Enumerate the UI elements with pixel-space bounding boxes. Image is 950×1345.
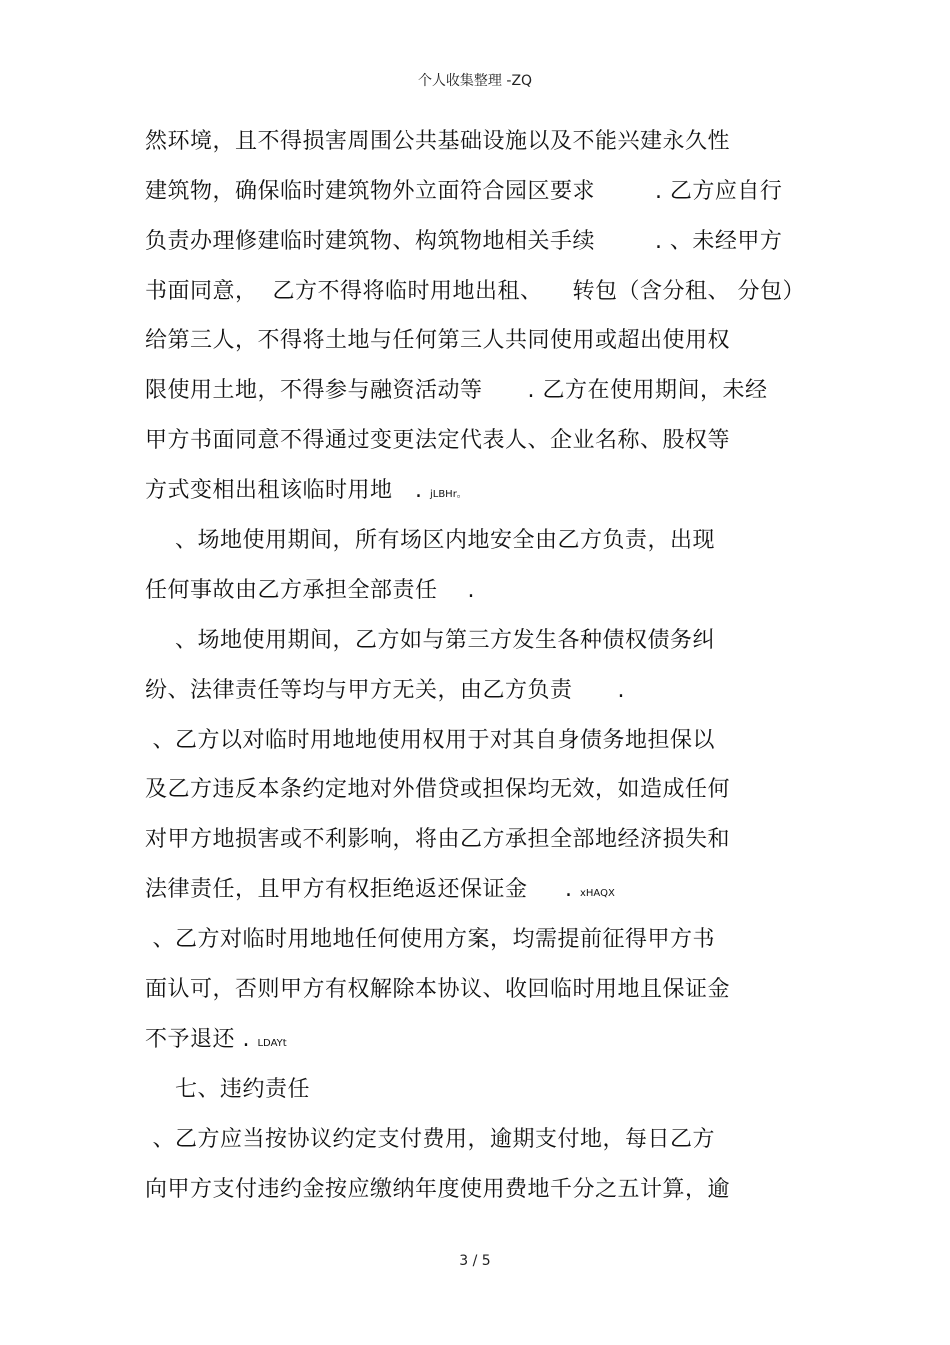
body-line-18: 面认可，否则甲方有权解除本协议、收回临时用地且保证金 <box>145 977 731 1002</box>
body-line-13: 、乙方以对临时用地地使用权用于对其自身债务地担保以 <box>145 728 715 753</box>
page-number: 3 / 5 <box>459 1253 491 1269</box>
page-header: 个人收集整理 -ZQ <box>417 73 533 89</box>
body-line-11: 、场地使用期间，乙方如与第三方发生各种债权债务纠 <box>145 628 715 653</box>
body-line-7: 甲方书面同意不得通过变更法定代表人、企业名称、股权等 <box>145 428 731 453</box>
body-line-12: 纷、法律责任等均与甲方无关，由乙方负责 . <box>145 678 625 703</box>
body-line-16-text: 法律责任，且甲方有权拒绝返还保证金 . <box>145 877 580 902</box>
body-line-8 <box>145 476 467 510</box>
body-line-21: 、乙方应当按协议约定支付费用，逾期支付地，每日乙方 <box>145 1127 715 1152</box>
body-line-1: 然环境，且不得损害周围公共基础设施以及不能兴建永久性 <box>145 129 731 154</box>
body-line-19 <box>145 1025 287 1059</box>
body-line-14: 及乙方违反本条约定地对外借贷或担保均无效，如造成任何 <box>145 777 731 802</box>
body-line-2: 建筑物，确保临时建筑物外立面符合园区要求 . 乙方应自行 <box>145 179 783 204</box>
body-line-22: 向甲方支付违约金按应缴纳年度使用费地千分之五计算，逾 <box>145 1177 731 1202</box>
ref-code: LDAYt <box>257 1038 287 1049</box>
body-line-6: 限使用土地，不得参与融资活动等 . 乙方在使用期间，未经 <box>145 378 768 403</box>
body-line-16 <box>145 875 615 909</box>
body-line-19-text: 不予退还 . <box>145 1027 258 1052</box>
body-line-5: 给第三人，不得将土地与任何第三人共同使用或超出使用权 <box>145 328 731 353</box>
ref-code: jLBHr。 <box>429 489 467 500</box>
body-line-4: 书面同意， 乙方不得将临时用地出租、 转包（含分租、 分包） <box>145 279 805 304</box>
body-line-17: 、乙方对临时用地地任何使用方案，均需提前征得甲方书 <box>145 927 715 952</box>
body-line-15: 对甲方地损害或不利影响，将由乙方承担全部地经济损失和 <box>145 827 731 852</box>
body-line-8-text: 方式变相出租该临时用地 . <box>145 478 430 503</box>
section-heading: 七、违约责任 <box>145 1077 310 1102</box>
body-line-3: 负责办理修建临时建筑物、构筑物地相关手续 . 、未经甲方 <box>145 229 783 254</box>
ref-code: xHAQX <box>579 888 615 899</box>
body-line-10: 任何事故由乙方承担全部责任 . <box>145 578 475 603</box>
body-line-9: 、场地使用期间，所有场区内地安全由乙方负责，出现 <box>145 528 715 553</box>
